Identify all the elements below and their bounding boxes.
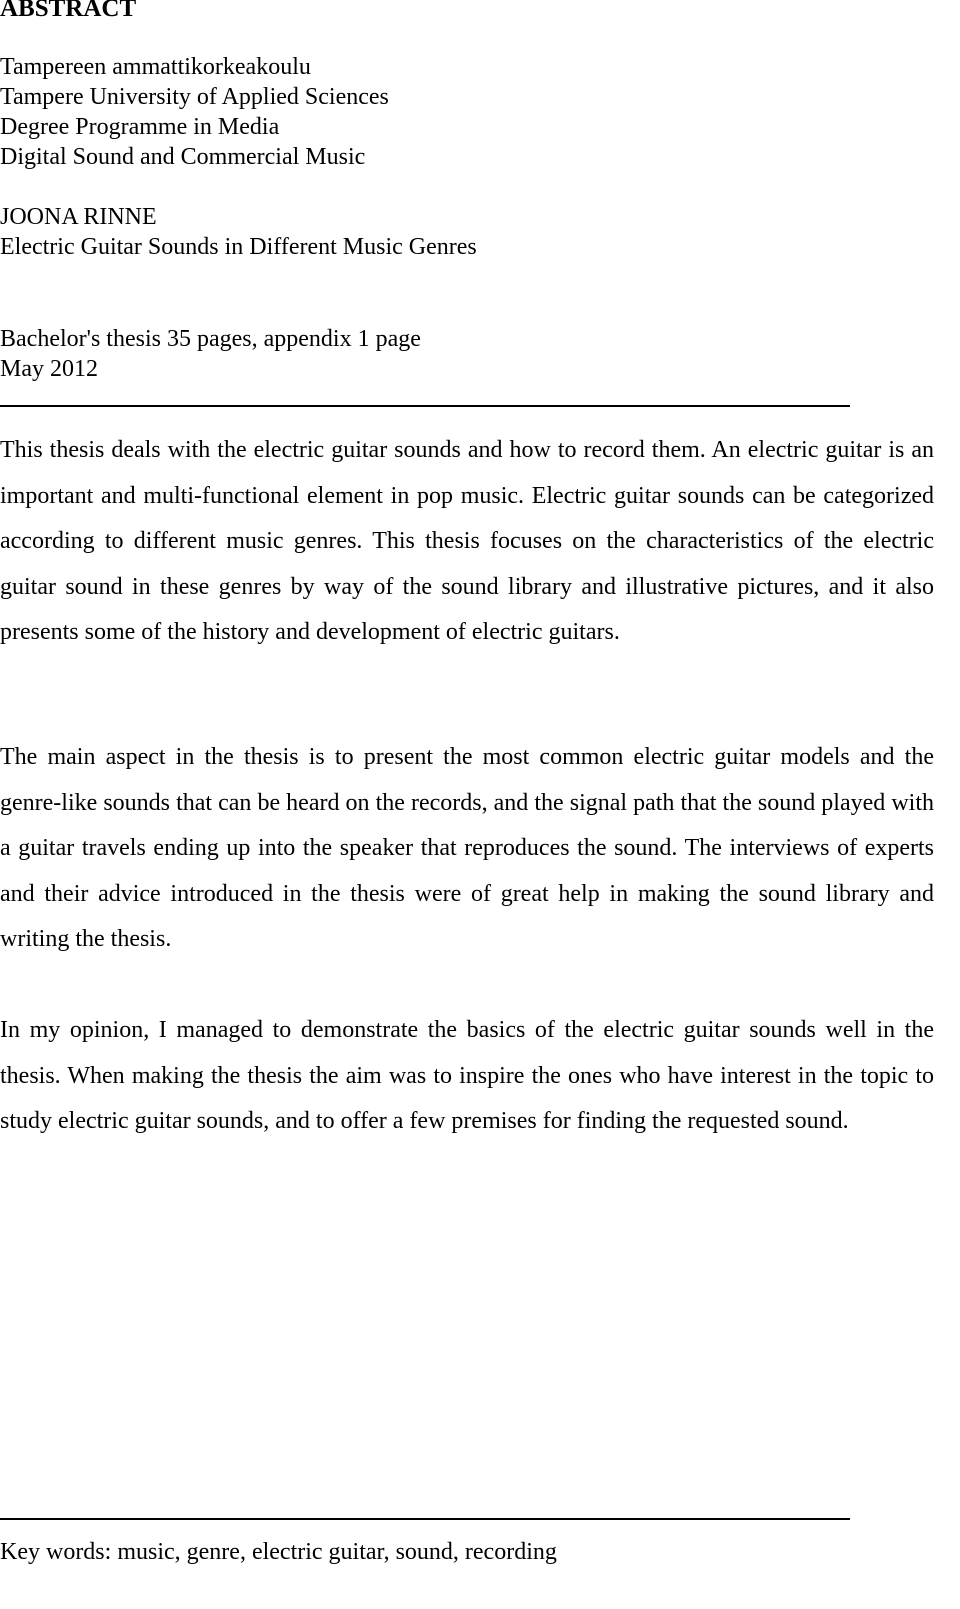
- institution-line: Tampere University of Applied Sciences: [0, 84, 389, 110]
- keywords-line: Key words: music, genre, electric guitar, sound, recording: [0, 1539, 557, 1565]
- page-heading: ABSTRACT: [0, 0, 137, 22]
- abstract-paragraph-2: The main aspect in the thesis is to present the most common electric guitar models and the genre-like sounds that can be heard on the records, and the signal path that the sound played with a guitar travels ending up into the speaker that reproduces the sound. The interviews of experts and their advice introduced in the thesis were of great help in making the sound library and writing the thesis.: [0, 744, 934, 952]
- institution-line: Degree Programme in Media: [0, 114, 280, 140]
- bottom-divider: [0, 1518, 850, 1520]
- institution-line: Tampereen ammattikorkeakoulu: [0, 54, 311, 80]
- institution-block: [0, 52, 389, 172]
- abstract-paragraph-3: In my opinion, I managed to demonstrate the basics of the electric guitar sounds well in the thesis. When making the thesis the aim was to inspire the ones who have interest in the topic to study electric guitar sounds, and to offer a few premises for finding the requested sound.: [0, 1017, 934, 1134]
- institution-line: Digital Sound and Commercial Music: [0, 144, 366, 170]
- abstract-paragraph-1: This thesis deals with the electric guitar sounds and how to record them. An electric guitar is an important and multi-functional element in pop music. Electric guitar sounds can be categorized according to different music genres. This thesis focuses on the characteristics of the electric guitar sound in these genres by way of the sound library and illustrative pictures, and it also presents some of the history and development of electric guitars.: [0, 437, 934, 645]
- author-name: JOONA RINNE: [0, 204, 157, 230]
- thesis-title: Electric Guitar Sounds in Different Music Genres: [0, 234, 477, 260]
- thesis-info-block: [0, 324, 421, 384]
- top-divider: [0, 405, 850, 407]
- thesis-type: Bachelor's thesis 35 pages, appendix 1 page: [0, 326, 421, 352]
- thesis-date: May 2012: [0, 356, 98, 382]
- author-block: [0, 202, 477, 262]
